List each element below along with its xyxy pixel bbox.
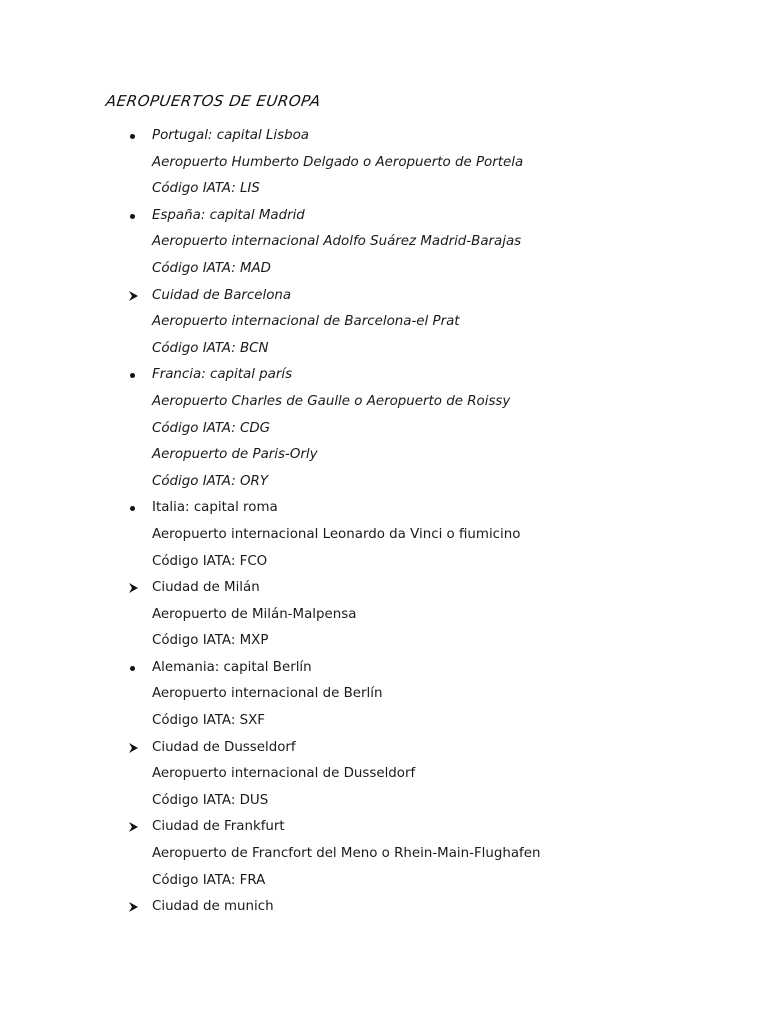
list-item <box>0 203 768 230</box>
list-item-text: Aeropuerto de Paris-Orly <box>152 447 318 463</box>
list-detail-line <box>0 336 768 363</box>
list-item <box>0 894 768 921</box>
page-title: AEROPUERTOS DE EUROPA <box>104 92 322 110</box>
list-item-text: Ciudad de Frankfurt <box>152 819 285 835</box>
list-detail-line <box>0 150 768 177</box>
list-item-text: Portugal: capital Lisboa <box>152 128 309 143</box>
list-item <box>0 123 768 150</box>
list-item-text: Código IATA: CDG <box>152 420 271 436</box>
list-detail-line <box>0 229 768 256</box>
list-item-text: Ciudad de munich <box>152 899 274 915</box>
list-item-text: Código IATA: DUS <box>152 792 269 808</box>
list-item-text: Ciudad de Milán <box>152 580 260 596</box>
list-detail-line <box>0 602 768 629</box>
list-item <box>0 814 768 841</box>
list-item-text: Aeropuerto Charles de Gaulle o Aeropuerto de Roissy <box>152 393 511 409</box>
list-item-text: Código IATA: MAD <box>152 260 271 276</box>
list-item-text: Ciudad de Dusseldorf <box>152 739 296 755</box>
list-detail-line <box>0 256 768 283</box>
list-item-text: Código IATA: MXP <box>152 633 269 649</box>
list-detail-line <box>0 868 768 895</box>
list-item-text: Aeropuerto internacional Leonardo da Vinci o fiumicino <box>152 526 521 542</box>
list-item-text: España: capital Madrid <box>152 207 305 223</box>
list-item-text: Alemania: capital Berlín <box>152 659 312 675</box>
list-item-text: Aeropuerto Humberto Delgado o Aeropuerto de Portela <box>152 154 524 170</box>
list-item-text: Código IATA: SXF <box>152 713 265 729</box>
list-item <box>0 655 768 682</box>
list-item-text: Aeropuerto de Milán-Malpensa <box>152 606 357 622</box>
list-item-text: Cuidad de Barcelona <box>152 287 292 303</box>
list-item-text: Código IATA: BCN <box>152 340 269 356</box>
list-detail-line <box>0 522 768 549</box>
list-item-text: Aeropuerto internacional de Berlín <box>152 686 383 702</box>
list-detail-line <box>0 628 768 655</box>
list-detail-line <box>0 841 768 868</box>
list-detail-line <box>0 681 768 708</box>
list-detail-line <box>0 708 768 735</box>
list-item-text: Aeropuerto internacional Adolfo Suárez Madrid-Barajas <box>152 234 522 250</box>
list-item <box>0 283 768 310</box>
list-detail-line <box>0 788 768 815</box>
document-list <box>0 123 768 921</box>
list-item <box>0 495 768 522</box>
list-item-text: Aeropuerto internacional de Dusseldorf <box>152 766 416 782</box>
list-detail-line <box>0 176 768 203</box>
list-item-text: Francia: capital parís <box>152 367 293 383</box>
list-item-text: Código IATA: FRA <box>152 872 266 888</box>
list-detail-line <box>0 549 768 576</box>
list-detail-line <box>0 442 768 469</box>
list-detail-line <box>0 309 768 336</box>
list-detail-line <box>0 416 768 443</box>
list-item-text: Código IATA: ORY <box>152 473 268 489</box>
list-item-text: Código IATA: LIS <box>152 181 260 197</box>
list-item-text: Aeropuerto de Francfort del Meno o Rhein-Main-Flughafen <box>152 846 541 862</box>
list-detail-line <box>0 761 768 788</box>
list-item <box>0 362 768 389</box>
list-item-text: Italia: capital roma <box>152 500 278 516</box>
list-item-text: Código IATA: FCO <box>152 553 268 569</box>
list-detail-line <box>0 389 768 416</box>
list-item <box>0 735 768 762</box>
list-detail-line <box>0 469 768 496</box>
list-item-text: Aeropuerto internacional de Barcelona-el Prat <box>152 314 460 330</box>
list-item <box>0 575 768 602</box>
